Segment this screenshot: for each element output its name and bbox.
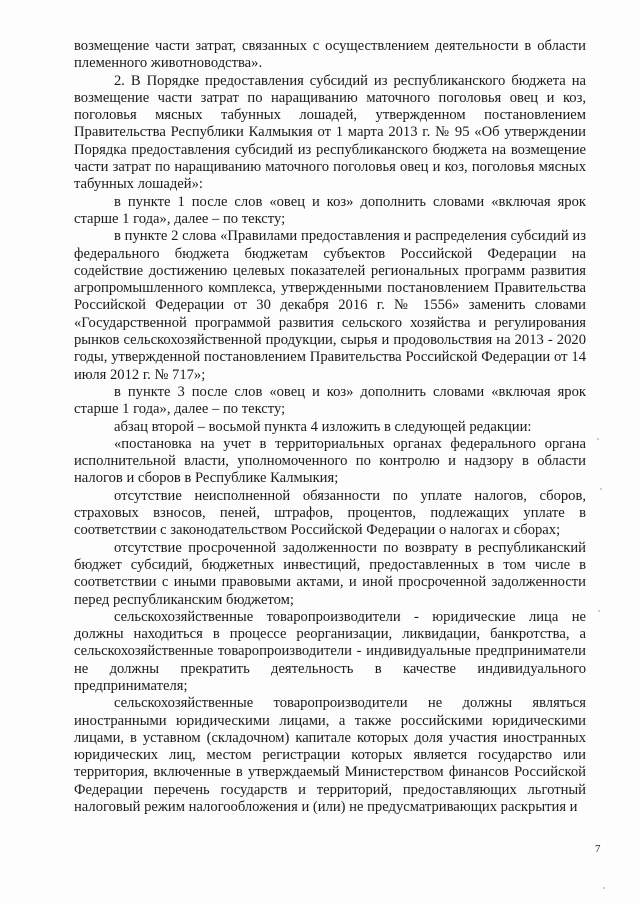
document-body — [74, 38, 586, 816]
page-number: 7 — [595, 843, 601, 855]
paragraph-1: возмещение части затрат, связанных с осуществлением деятельности в области племенного животноводства». — [74, 38, 586, 72]
paragraph-8: отсутствие неисполненной обязанности по уплате налогов, сборов, страховых взносов, пеней, штрафов, процентов, подлежащих уплате в соответствии с законодательством Российской Федерации о налогах и сборах; — [74, 487, 586, 539]
paragraph-3: в пункте 1 после слов «овец и коз» дополнить словами «включая ярок старше 1 года», далее – по тексту; — [74, 193, 586, 227]
scan-speck — [598, 610, 600, 612]
paragraph-7: «постановка на учет в территориальных органах федерального органа исполнительной власти, уполномоченного по контролю и надзору в области налогов и сборов в Республике Калмыкия; — [74, 435, 586, 487]
paragraph-11: сельскохозяйственные товаропроизводители не должны являться иностранными юридическими лицами, а также российскими юридическими лицами, в уставном (складочном) капитале которых доля участия иностранных юридических лиц, местом регистрации которых является государство или территория, включенные в утверждаемый Министерством финансов Российской Федерации перечень государств и территорий, предоставляющих льготный налоговый режим налогообложения и (или) не предусматривающих раскрытия и — [74, 695, 586, 816]
scan-speck — [603, 887, 605, 889]
scan-speck — [597, 438, 599, 440]
scan-speck — [600, 488, 602, 490]
paragraph-5: в пункте 3 после слов «овец и коз» дополнить словами «включая ярок старше 1 года», далее – по тексту; — [74, 383, 586, 418]
paragraph-4: в пункте 2 слова «Правилами предоставления и распределения субсидий из федерального бюджета бюджетам субъектов Российской Федерации на содействие достижению целевых показателей региональных программ развития агропромышленного комплекса, утвержденными постановлением Правительства Российской Федерации от 30 декабря 2016 г. № 1556» заменить словами «Государственной программой развития сельского хозяйства и регулирования рынков сельскохозяйственной продукции, сырья и продовольствия на 2013 - 2020 годы, утвержденной постановлением Правительства Российской Федерации от 14 июля 2012 г. № 717»; — [74, 228, 586, 383]
paragraph-10: сельскохозяйственные товаропроизводители - юридические лица не должны находиться в процессе реорганизации, ликвидации, банкротства, а сельскохозяйственные товаропроизводители - индивидуальные предприниматели не должны прекратить деятельность в качестве индивидуального предпринимателя; — [74, 608, 586, 694]
paragraph-9: отсутствие просроченной задолженности по возврату в республиканский бюджет субсидий, бюджетных инвестиций, предоставленных в том числе в соответствии с иными правовыми актами, и иной просроченной задолженности перед республиканским бюджетом; — [74, 539, 586, 608]
paragraph-6: абзац второй – восьмой пункта 4 изложить в следующей редакции: — [114, 418, 532, 435]
paragraph-2: 2. В Порядке предоставления субсидий из республиканского бюджета на возмещение части затрат по наращиванию маточного поголовья овец и коз, поголовья мясных табунных лошадей, утвержденном постановлением Правительства Республики Калмыкия от 1 марта 2013 г. № 95 «Об утверждении Порядка предоставления субсидий из республиканского бюджета на возмещение части затрат по наращиванию маточного поголовья овец и коз, поголовья мясных табунных лошадей»: — [74, 72, 586, 193]
